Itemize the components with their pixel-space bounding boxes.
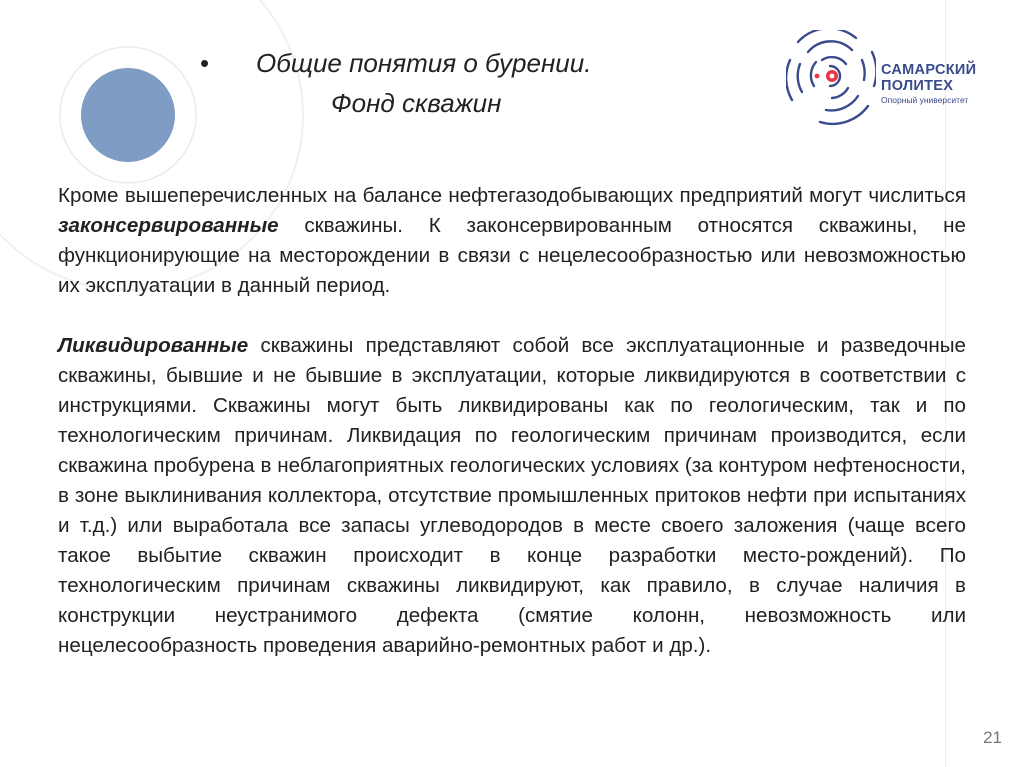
p1-text-after: скважины. К законсервированным относятся скважины, не функционирующие на месторождении в связи с нецелесообразностью или невозможностью их эксплуатации в данный период. bbox=[58, 214, 966, 297]
logo-name-line-1: САМАРСКИЙ bbox=[881, 62, 977, 78]
slide-body bbox=[58, 181, 966, 661]
logo-tagline: Опорный университет bbox=[881, 95, 969, 105]
page-number: 21 bbox=[983, 728, 1002, 747]
paragraph-conserved-wells bbox=[58, 181, 966, 301]
title-bullet: • bbox=[200, 48, 210, 78]
paragraph-liquidated-wells bbox=[58, 331, 966, 661]
logo-text bbox=[881, 62, 976, 106]
title-line-2: Фонд скважин bbox=[331, 88, 502, 118]
p2-emphasis: Ликвидированные bbox=[58, 334, 249, 357]
p1-emphasis: законсервированные bbox=[58, 214, 279, 237]
samara-polytech-logo bbox=[786, 30, 996, 130]
title-line-1 bbox=[200, 44, 591, 82]
logo-name-line-2: ПОЛИТЕХ bbox=[881, 78, 954, 94]
title-text-1: Общие понятия о бурении. bbox=[256, 48, 592, 78]
logo-emblem-icon bbox=[786, 30, 876, 130]
p1-text-before: Кроме вышеперечисленных на балансе нефтегазодобывающих предприятий могут числиться bbox=[58, 184, 966, 207]
blue-circle bbox=[81, 68, 175, 162]
p2-text-after: скважины представляют собой все эксплуатационные и разведочные скважины, бывшие и не бывшие в эксплуатации, которые ликвидируются в соответствии с инструкциями. Скважины могут быть ликвидированы как по геологическим, так и по технологическим причинам. Ликвидация по геологическим причинам производится, если скважина пробурена в неблагоприятных геологических условиях (за контуром нефтеносности, в зоне выклинивания коллектора, отсутствие промышленных притоков нефти при испытаниях и т.д.) или выработала все запасы углеводородов в месте своего заложения (чаще всего такое выбытие скважин происходит в конце разработки место-рождений). По технологическим причинам скважины ликвидируют, как правило, в случае наличия в конструкции неустранимого дефекта (смятие колонн, невозможность или нецелесообразность проведения аварийно-ремонтных работ и др.). bbox=[58, 334, 966, 657]
